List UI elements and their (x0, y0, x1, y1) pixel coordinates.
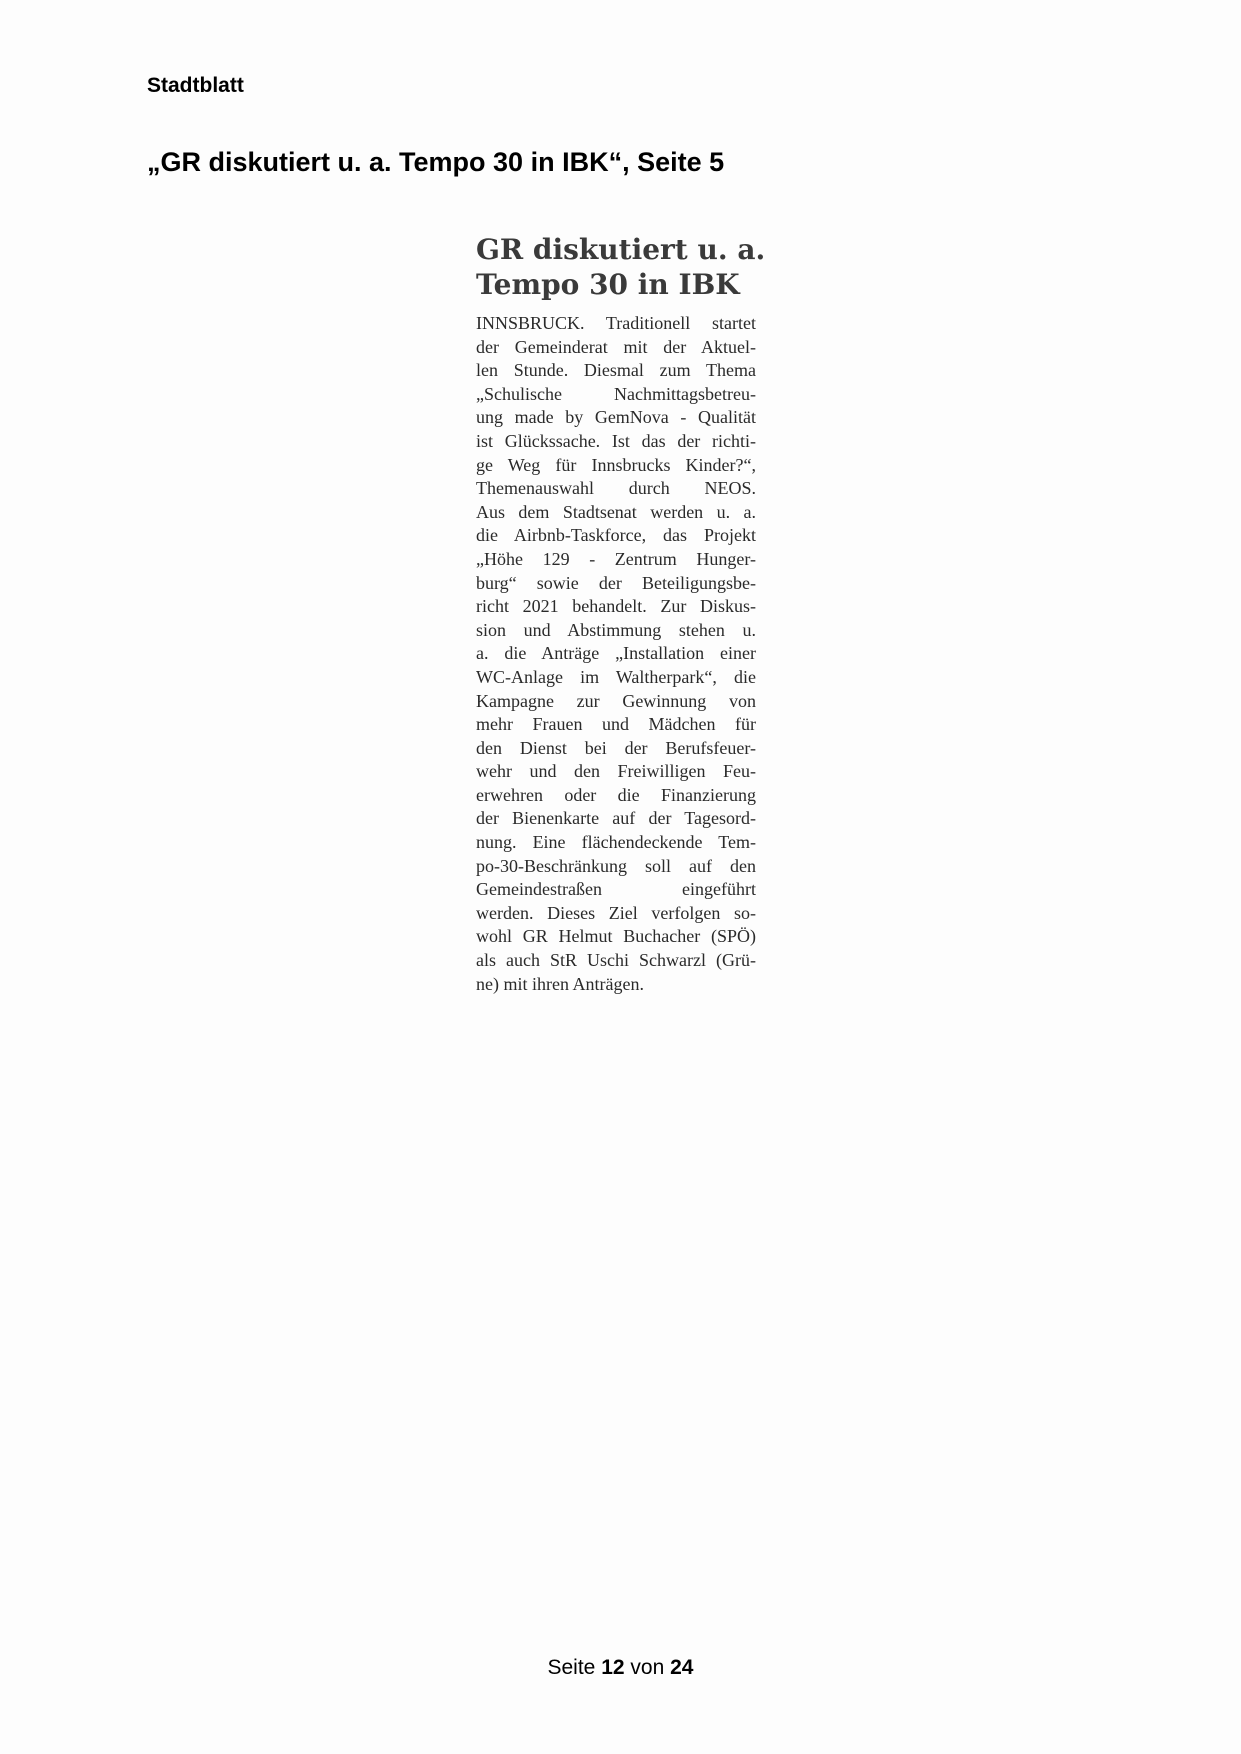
body-line: erwehren oder die Finanzierung (476, 784, 756, 805)
page-number-footer (0, 1656, 1241, 1680)
body-line: a. die Anträge „Installation einer (476, 643, 756, 664)
body-line: Themenauswahl durch NEOS. (476, 478, 756, 499)
body-line: als auch StR Uschi Schwarzl (Grü- (476, 950, 756, 971)
article-headline (476, 232, 766, 302)
document-title: „GR diskutiert u. a. Tempo 30 in IBK“, Seite 5 (147, 147, 725, 177)
current-page: 12 (601, 1656, 625, 1679)
body-line: werden. Dieses Ziel verfolgen so- (476, 902, 756, 923)
body-line: „Schulische Nachmittagsbetreu- (476, 383, 756, 404)
body-line: die Airbnb-Taskforce, das Projekt (476, 525, 756, 546)
body-line: der Gemeinderat mit der Aktuel- (476, 336, 756, 357)
body-line: Kampagne zur Gewinnung von (476, 690, 756, 711)
headline-line: GR diskutiert u. a. (476, 233, 766, 266)
publication-name: Stadtblatt (147, 74, 244, 97)
total-pages: 24 (670, 1656, 694, 1679)
body-line: nung. Eine flächendeckende Tem- (476, 832, 756, 853)
body-line: richt 2021 behandelt. Zur Diskus- (476, 596, 756, 617)
body-line: ge Weg für Innsbrucks Kinder?“, (476, 454, 756, 475)
body-line: der Bienenkarte auf der Tagesord- (476, 808, 756, 829)
footer-prefix: Seite (547, 1656, 596, 1679)
body-line: INNSBRUCK. Traditionell startet (476, 313, 756, 333)
body-line: len Stunde. Diesmal zum Thema (476, 360, 756, 381)
body-line: Gemeindestraßen eingeführt (476, 879, 756, 900)
body-line: ung made by GemNova - Qualität (476, 407, 756, 428)
body-line: wohl GR Helmut Buchacher (SPÖ) (476, 926, 756, 947)
body-line: po-30-Beschränkung soll auf den (476, 855, 756, 876)
body-line: ist Glückssache. Ist das der richti- (476, 430, 756, 451)
body-line: ne) mit ihren Anträgen. (476, 973, 644, 994)
body-line: burg“ sowie der Beteiligungsbe- (476, 572, 756, 593)
body-line: „Höhe 129 - Zentrum Hunger- (476, 548, 756, 569)
headline-line: Tempo 30 in IBK (476, 268, 740, 301)
body-line: wehr und den Freiwilligen Feu- (476, 761, 756, 782)
footer-middle: von (630, 1656, 665, 1679)
body-line: mehr Frauen und Mädchen für (476, 714, 756, 735)
article-clipping (476, 232, 766, 996)
article-body (476, 312, 756, 996)
body-line: Aus dem Stadtsenat werden u. a. (476, 501, 756, 522)
body-line: den Dienst bei der Berufsfeuer- (476, 737, 756, 758)
body-line: sion und Abstimmung stehen u. (476, 619, 756, 640)
body-line: WC-Anlage im Waltherpark“, die (476, 666, 756, 687)
